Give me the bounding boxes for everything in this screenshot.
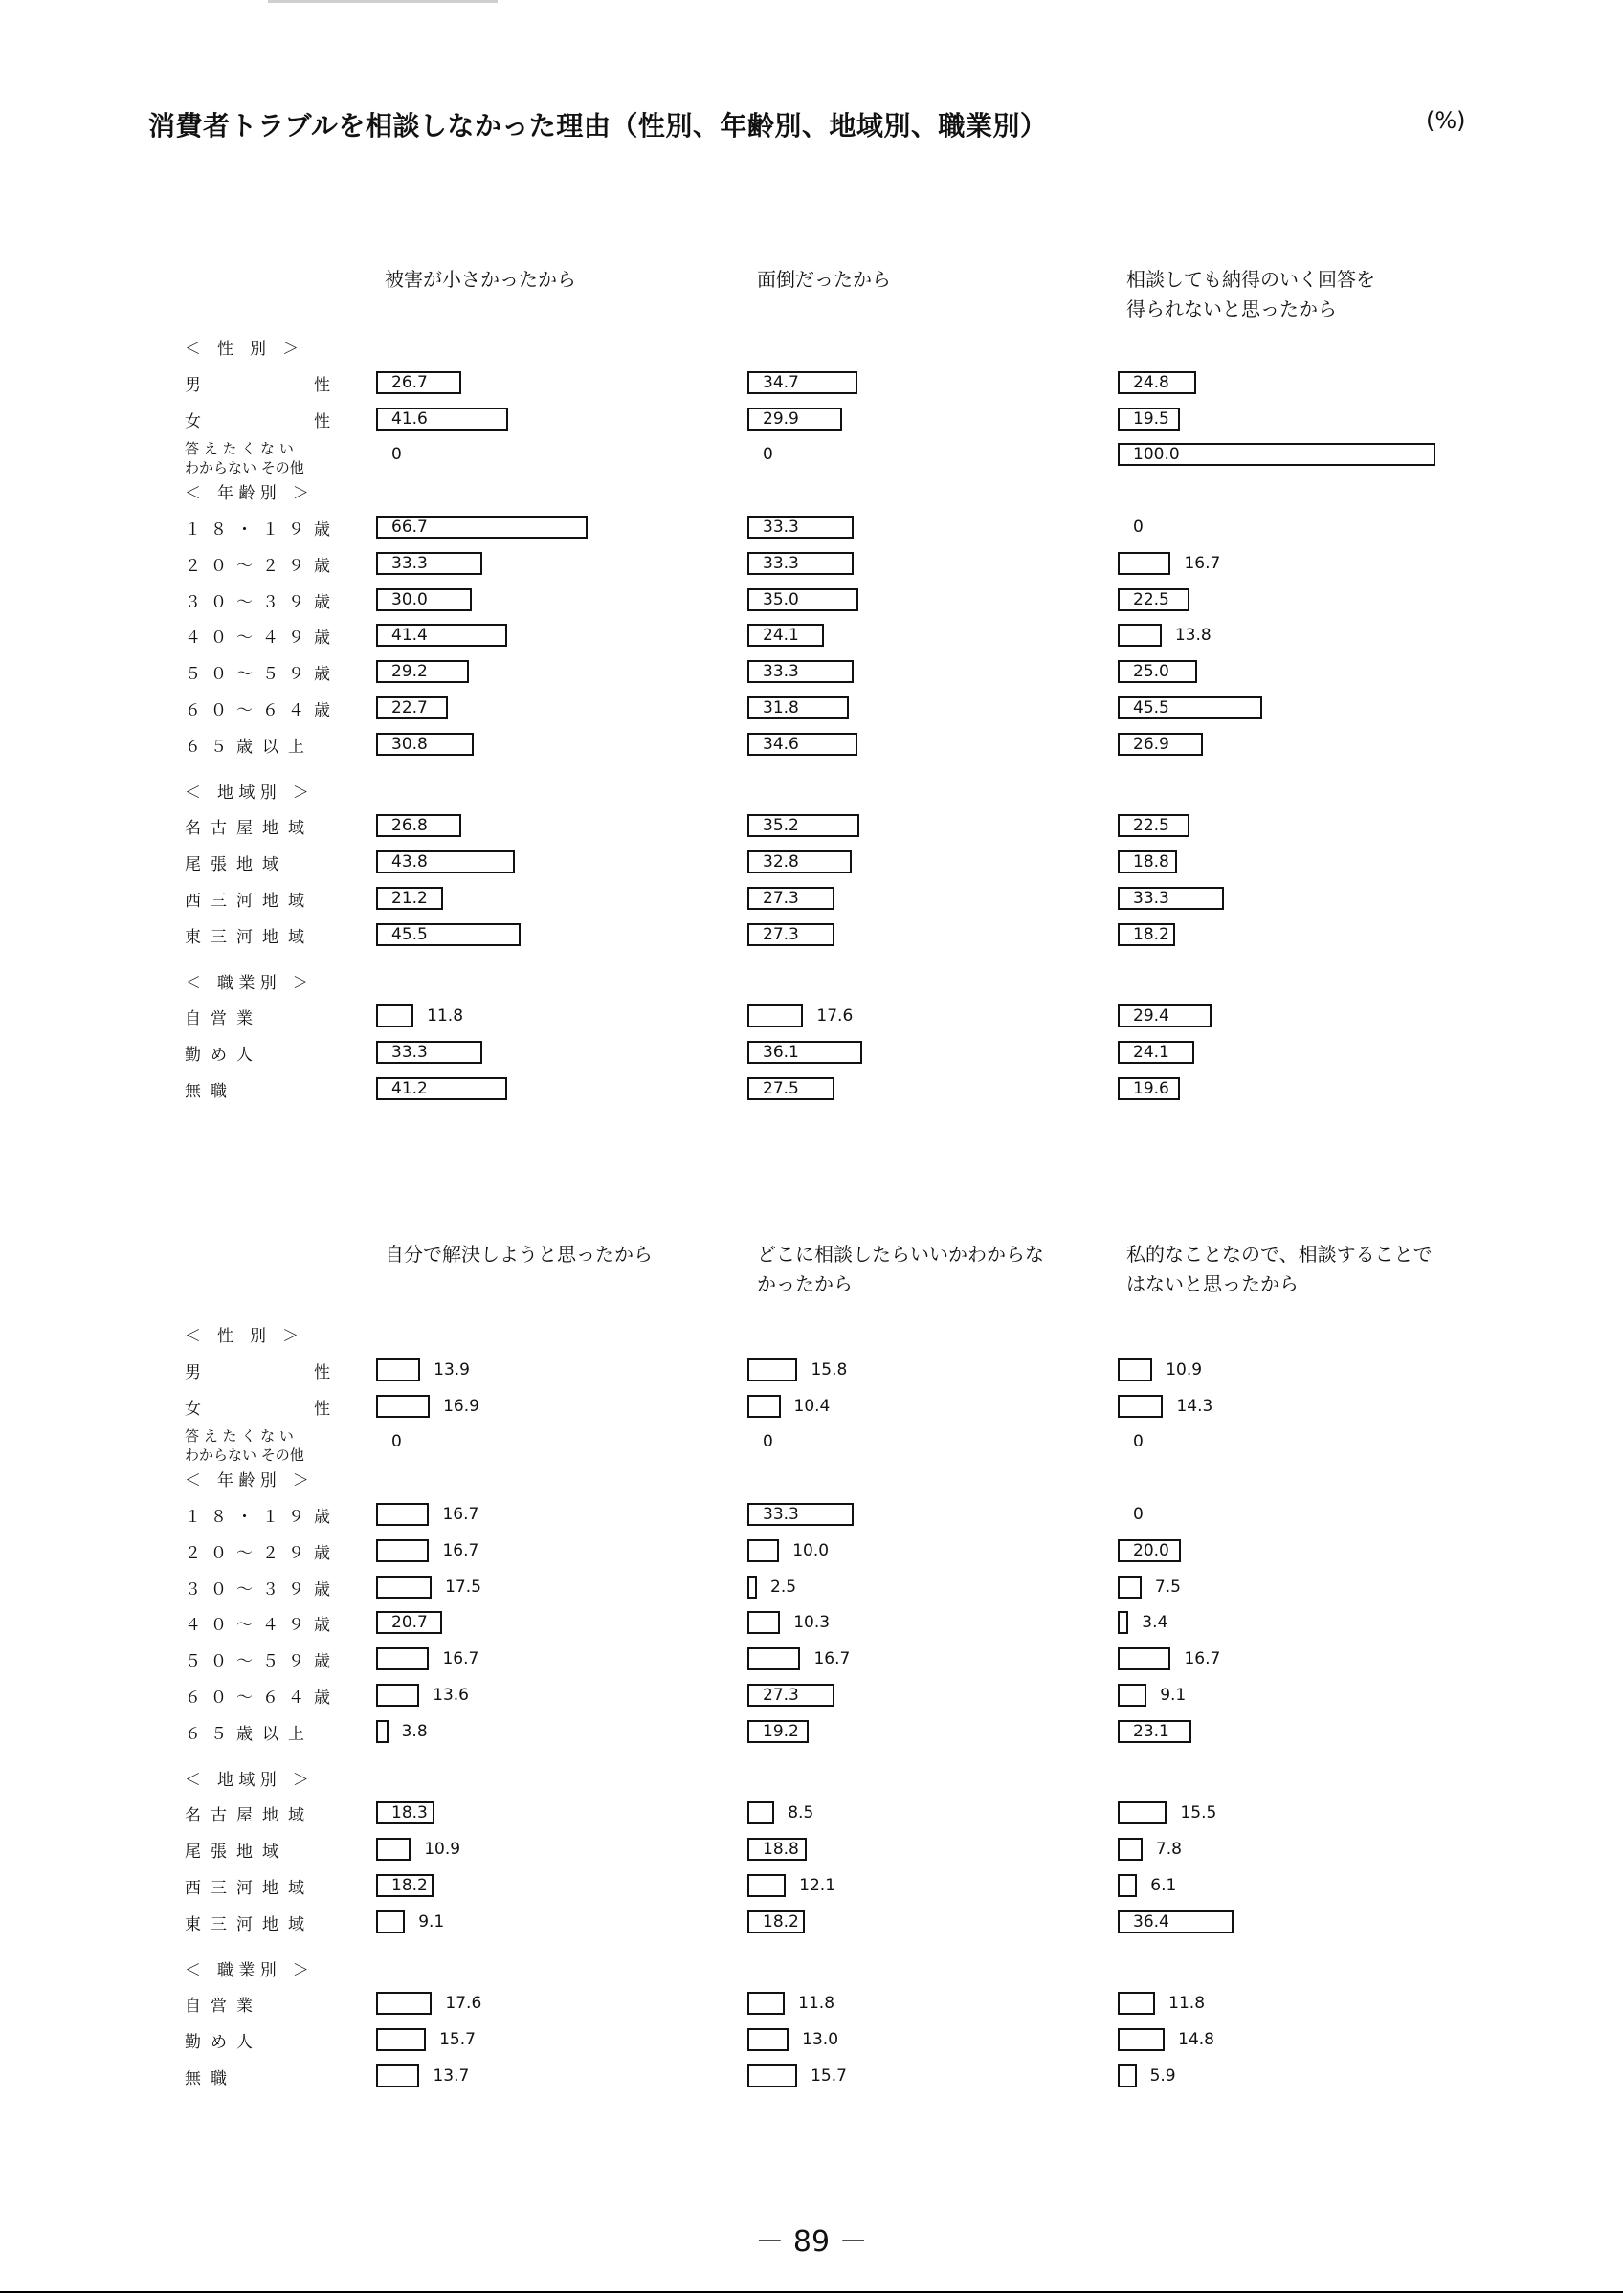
page-title: 消費者トラブルを相談しなかった理由（性別、年齢別、地域別、職業別） xyxy=(148,110,1048,142)
bar-value-label: 41.4 xyxy=(391,626,428,646)
bar xyxy=(747,1647,800,1670)
bar-value-label: 13.9 xyxy=(434,1359,470,1380)
bar xyxy=(376,2064,419,2087)
category-label: 自営業 xyxy=(185,1009,262,1029)
bar-value-label: 0 xyxy=(763,1432,773,1452)
category-label: 男 性 xyxy=(185,1362,340,1382)
bar-value-label: 27.3 xyxy=(763,924,799,944)
bar-value-label: 16.7 xyxy=(1184,1649,1221,1669)
panel-title-line: かったから xyxy=(757,1272,853,1295)
bar-value-label: 33.3 xyxy=(763,662,799,682)
bar-value-label: 16.7 xyxy=(1184,553,1221,573)
category-label: ４０～４９歳 xyxy=(185,629,340,649)
bar-value-label: 18.8 xyxy=(1133,852,1169,872)
bar-value-label: 35.0 xyxy=(763,589,799,609)
bar xyxy=(376,1910,405,1933)
bar xyxy=(747,2028,789,2051)
bar-value-label: 11.8 xyxy=(427,1006,464,1027)
bar-value-label: 15.7 xyxy=(811,2066,847,2086)
category-label: ６０～６４歳 xyxy=(185,701,340,720)
bar xyxy=(376,1395,430,1418)
bar-value-label: 18.2 xyxy=(1133,924,1169,944)
panel-title-line: どこに相談したらいいかわからな xyxy=(757,1243,1044,1266)
bar-value-label: 0 xyxy=(1133,518,1144,537)
bar-value-label: 26.9 xyxy=(1133,734,1169,754)
bar-value-label: 20.0 xyxy=(1133,1540,1169,1560)
bar xyxy=(1118,1838,1143,1861)
bar-value-label: 31.8 xyxy=(763,698,799,718)
bar xyxy=(1118,1576,1142,1599)
bar-value-label: 13.0 xyxy=(802,2030,839,2050)
bar-value-label: 27.3 xyxy=(763,889,799,908)
bar-value-label: 16.7 xyxy=(442,1649,479,1669)
bar xyxy=(1118,1684,1146,1707)
bar-value-label: 27.5 xyxy=(763,1079,799,1098)
bar xyxy=(747,1395,781,1418)
bar xyxy=(747,1801,774,1824)
category-label-line: わからない その他 xyxy=(185,1446,304,1465)
bottom-rule xyxy=(0,2291,1623,2293)
category-label: ２０～２９歳 xyxy=(185,556,340,576)
category-label: ６５歳以上 xyxy=(185,1724,314,1744)
bar-value-label: 18.2 xyxy=(391,1876,428,1895)
bar xyxy=(376,1576,432,1599)
bar xyxy=(747,1004,803,1027)
bar-value-label: 29.4 xyxy=(1133,1006,1169,1027)
bar-value-label: 14.3 xyxy=(1176,1396,1213,1416)
bar xyxy=(1118,1358,1152,1381)
bar-value-label: 33.3 xyxy=(1133,889,1169,908)
bar-value-label: 11.8 xyxy=(798,1994,835,2014)
bar xyxy=(376,1539,429,1562)
section-label: ＜ 地 域 別 ＞ xyxy=(185,783,309,803)
category-label: １８・１９歳 xyxy=(185,520,340,540)
bar xyxy=(376,1992,432,2015)
bar-value-label: 0 xyxy=(391,445,402,465)
panel-title xyxy=(1126,265,1471,324)
bar-value-label: 19.2 xyxy=(763,1721,799,1741)
bar-value-label: 0 xyxy=(391,1432,402,1452)
bar-value-label: 16.7 xyxy=(442,1540,479,1560)
bar-value-label: 22.5 xyxy=(1133,589,1169,609)
bar-value-label: 45.5 xyxy=(1133,698,1169,718)
bar-value-label: 33.3 xyxy=(763,518,799,537)
bar xyxy=(376,1684,419,1707)
category-label: 尾張地域 xyxy=(185,855,288,875)
bar-value-label: 15.8 xyxy=(811,1359,848,1380)
bar xyxy=(1118,552,1170,575)
bar xyxy=(747,2064,797,2087)
bar-value-label: 13.6 xyxy=(433,1686,469,1705)
bar-value-label: 2.5 xyxy=(770,1577,797,1597)
bar-value-label: 26.7 xyxy=(391,372,428,392)
bar-value-label: 15.5 xyxy=(1180,1803,1217,1823)
bar-value-label: 41.6 xyxy=(391,408,428,429)
category-label xyxy=(185,1426,347,1465)
bar-value-label: 34.6 xyxy=(763,734,799,754)
bar-value-label: 45.5 xyxy=(391,924,428,944)
bar xyxy=(1118,1992,1155,2015)
section-label: ＜ 性 別 ＞ xyxy=(185,340,299,359)
category-label: 尾張地域 xyxy=(185,1843,288,1863)
bar-value-label: 24.1 xyxy=(1133,1043,1169,1063)
bar xyxy=(376,1503,429,1526)
bar-value-label: 35.2 xyxy=(763,816,799,836)
bar-value-label: 14.8 xyxy=(1178,2030,1214,2050)
bar-value-label: 25.0 xyxy=(1133,662,1169,682)
bar-value-label: 29.9 xyxy=(763,408,799,429)
bar xyxy=(747,1611,780,1634)
bar xyxy=(747,1539,779,1562)
category-label: ４０～４９歳 xyxy=(185,1616,340,1636)
bar-value-label: 0 xyxy=(1133,1505,1144,1524)
bar-value-label: 12.1 xyxy=(799,1876,836,1895)
unit-label: (%) xyxy=(1426,107,1466,134)
bar-value-label: 23.1 xyxy=(1133,1721,1169,1741)
section-label: ＜ 職 業 別 ＞ xyxy=(185,973,309,993)
category-label-line: 答 え た く な い xyxy=(185,1427,294,1446)
bar xyxy=(1118,2064,1137,2087)
bar-value-label: 22.7 xyxy=(391,698,428,718)
bar xyxy=(376,1720,389,1743)
bar-value-label: 13.8 xyxy=(1174,626,1212,646)
bar xyxy=(747,1992,785,2015)
category-label: ３０～３９歳 xyxy=(185,1579,340,1600)
panel-title: 自分で解決しようと思ったから xyxy=(385,1243,653,1266)
bar-value-label: 19.5 xyxy=(1133,408,1169,429)
bar-value-label: 10.9 xyxy=(1166,1359,1203,1380)
bar-value-label: 18.2 xyxy=(763,1911,799,1932)
category-label xyxy=(185,439,347,477)
bar-value-label: 17.5 xyxy=(445,1577,481,1597)
bar-value-label: 8.5 xyxy=(788,1803,814,1823)
bar-value-label: 33.3 xyxy=(391,553,428,573)
bar-value-label: 32.8 xyxy=(763,852,799,872)
panel-title: 面倒だったから xyxy=(757,268,891,291)
bar xyxy=(1118,1647,1170,1670)
category-label: 東三河地域 xyxy=(185,927,314,947)
category-label: ２０～２９歳 xyxy=(185,1543,340,1563)
bar-value-label: 7.5 xyxy=(1154,1577,1181,1597)
panel-title-line: 私的なことなので、相談することで xyxy=(1126,1243,1433,1266)
bar-value-label: 33.3 xyxy=(763,553,799,573)
category-label: 西三河地域 xyxy=(185,892,314,911)
bar-value-label: 10.4 xyxy=(793,1396,831,1416)
page-number: － 89 － xyxy=(755,2225,868,2259)
category-label: ６０～６４歳 xyxy=(185,1689,340,1708)
bar-value-label: 16.9 xyxy=(443,1396,479,1416)
category-label: 男 性 xyxy=(185,375,340,395)
bar-value-label: 26.8 xyxy=(391,816,428,836)
bar xyxy=(1118,1801,1167,1824)
category-label: 名古屋地域 xyxy=(185,819,314,839)
bar-value-label: 20.7 xyxy=(391,1613,428,1633)
bar-value-label: 18.3 xyxy=(391,1803,428,1823)
bar xyxy=(1118,2028,1165,2051)
panel-title-line: はないと思ったから xyxy=(1126,1272,1299,1295)
bar-value-label: 13.7 xyxy=(433,2066,470,2086)
bar-value-label: 100.0 xyxy=(1133,445,1180,465)
bar-value-label: 9.1 xyxy=(418,1911,445,1932)
bar-value-label: 21.2 xyxy=(391,889,428,908)
category-label: ６５歳以上 xyxy=(185,737,314,757)
bar-value-label: 9.1 xyxy=(1160,1686,1187,1705)
category-label: ３０～３９歳 xyxy=(185,592,340,612)
bar-value-label: 7.8 xyxy=(1155,1840,1182,1860)
bar-value-label: 15.7 xyxy=(439,2030,476,2050)
bar xyxy=(1118,1395,1163,1418)
bar xyxy=(747,1874,786,1897)
bar-value-label: 19.6 xyxy=(1133,1079,1169,1098)
category-label-line: 答 え た く な い xyxy=(185,440,294,458)
bar xyxy=(747,1358,797,1381)
bar-value-label: 36.4 xyxy=(1133,1911,1169,1932)
bar-value-label: 24.8 xyxy=(1133,372,1169,392)
bar-value-label: 30.0 xyxy=(391,589,428,609)
bar-value-label: 10.3 xyxy=(793,1613,831,1633)
bar-value-label: 0 xyxy=(1133,1432,1144,1452)
bar-value-label: 43.8 xyxy=(391,852,428,872)
bar-value-label: 3.8 xyxy=(401,1721,428,1741)
bar xyxy=(376,1647,429,1670)
panel-title: 被害が小さかったから xyxy=(385,268,576,291)
bar-value-label: 36.1 xyxy=(763,1043,799,1063)
bar-value-label: 10.0 xyxy=(792,1540,830,1560)
bar-value-label: 16.7 xyxy=(442,1505,479,1524)
section-label: ＜ 年 齢 別 ＞ xyxy=(185,1471,309,1491)
bar-value-label: 22.5 xyxy=(1133,816,1169,836)
category-label: 東三河地域 xyxy=(185,1914,314,1934)
bar-value-label: 29.2 xyxy=(391,662,428,682)
bar xyxy=(376,1004,413,1027)
bar-value-label: 66.7 xyxy=(391,518,428,537)
section-label: ＜ 性 別 ＞ xyxy=(185,1327,299,1346)
bar xyxy=(747,1576,757,1599)
bar-value-label: 6.1 xyxy=(1150,1876,1177,1895)
bar-value-label: 34.7 xyxy=(763,372,799,392)
bar-value-label: 5.9 xyxy=(1149,2066,1176,2086)
bar xyxy=(1118,1874,1137,1897)
bar-value-label: 3.4 xyxy=(1142,1613,1168,1633)
bar xyxy=(376,1838,411,1861)
panel-title-line: 相談しても納得のいく回答を xyxy=(1126,268,1375,291)
bar-value-label: 24.1 xyxy=(763,626,799,646)
bar-value-label: 41.2 xyxy=(391,1079,428,1098)
bar-value-label: 33.3 xyxy=(763,1505,799,1524)
panel-title xyxy=(1126,1240,1471,1299)
bar xyxy=(376,2028,426,2051)
section-label: ＜ 職 業 別 ＞ xyxy=(185,1960,309,1980)
bar-value-label: 11.8 xyxy=(1168,1994,1206,2014)
category-label: 西三河地域 xyxy=(185,1879,314,1898)
panel-title xyxy=(757,1240,1101,1299)
bar-value-label: 0 xyxy=(763,445,773,465)
category-label: ５０～５９歳 xyxy=(185,665,340,685)
category-label: 勤め人 xyxy=(185,1046,262,1066)
bar-value-label: 30.8 xyxy=(391,734,428,754)
bar-value-label: 27.3 xyxy=(763,1686,799,1705)
category-label: 女 性 xyxy=(185,411,340,431)
category-label: １８・１９歳 xyxy=(185,1508,340,1527)
category-label: 勤め人 xyxy=(185,2033,262,2053)
section-label: ＜ 地 域 別 ＞ xyxy=(185,1770,309,1790)
bar-value-label: 16.7 xyxy=(813,1649,851,1669)
bar-value-label: 18.8 xyxy=(763,1840,799,1860)
bar-value-label: 33.3 xyxy=(391,1043,428,1063)
category-label: 無職 xyxy=(185,1082,236,1101)
category-label-line: わからない その他 xyxy=(185,459,304,477)
category-label: ５０～５９歳 xyxy=(185,1652,340,1672)
bar xyxy=(1118,1611,1128,1634)
scan-artifact xyxy=(268,0,498,3)
category-label: 名古屋地域 xyxy=(185,1806,314,1826)
category-label: 自営業 xyxy=(185,1997,262,2017)
bar xyxy=(1118,624,1162,647)
bar-value-label: 17.6 xyxy=(445,1994,482,2014)
bar-value-label: 17.6 xyxy=(816,1006,854,1027)
category-label: 女 性 xyxy=(185,1399,340,1419)
section-label: ＜ 年 齢 別 ＞ xyxy=(185,484,309,504)
bar xyxy=(376,1358,420,1381)
bar-value-label: 10.9 xyxy=(424,1840,461,1860)
category-label: 無職 xyxy=(185,2069,236,2088)
panel-title-line: 得られないと思ったから xyxy=(1126,298,1337,320)
